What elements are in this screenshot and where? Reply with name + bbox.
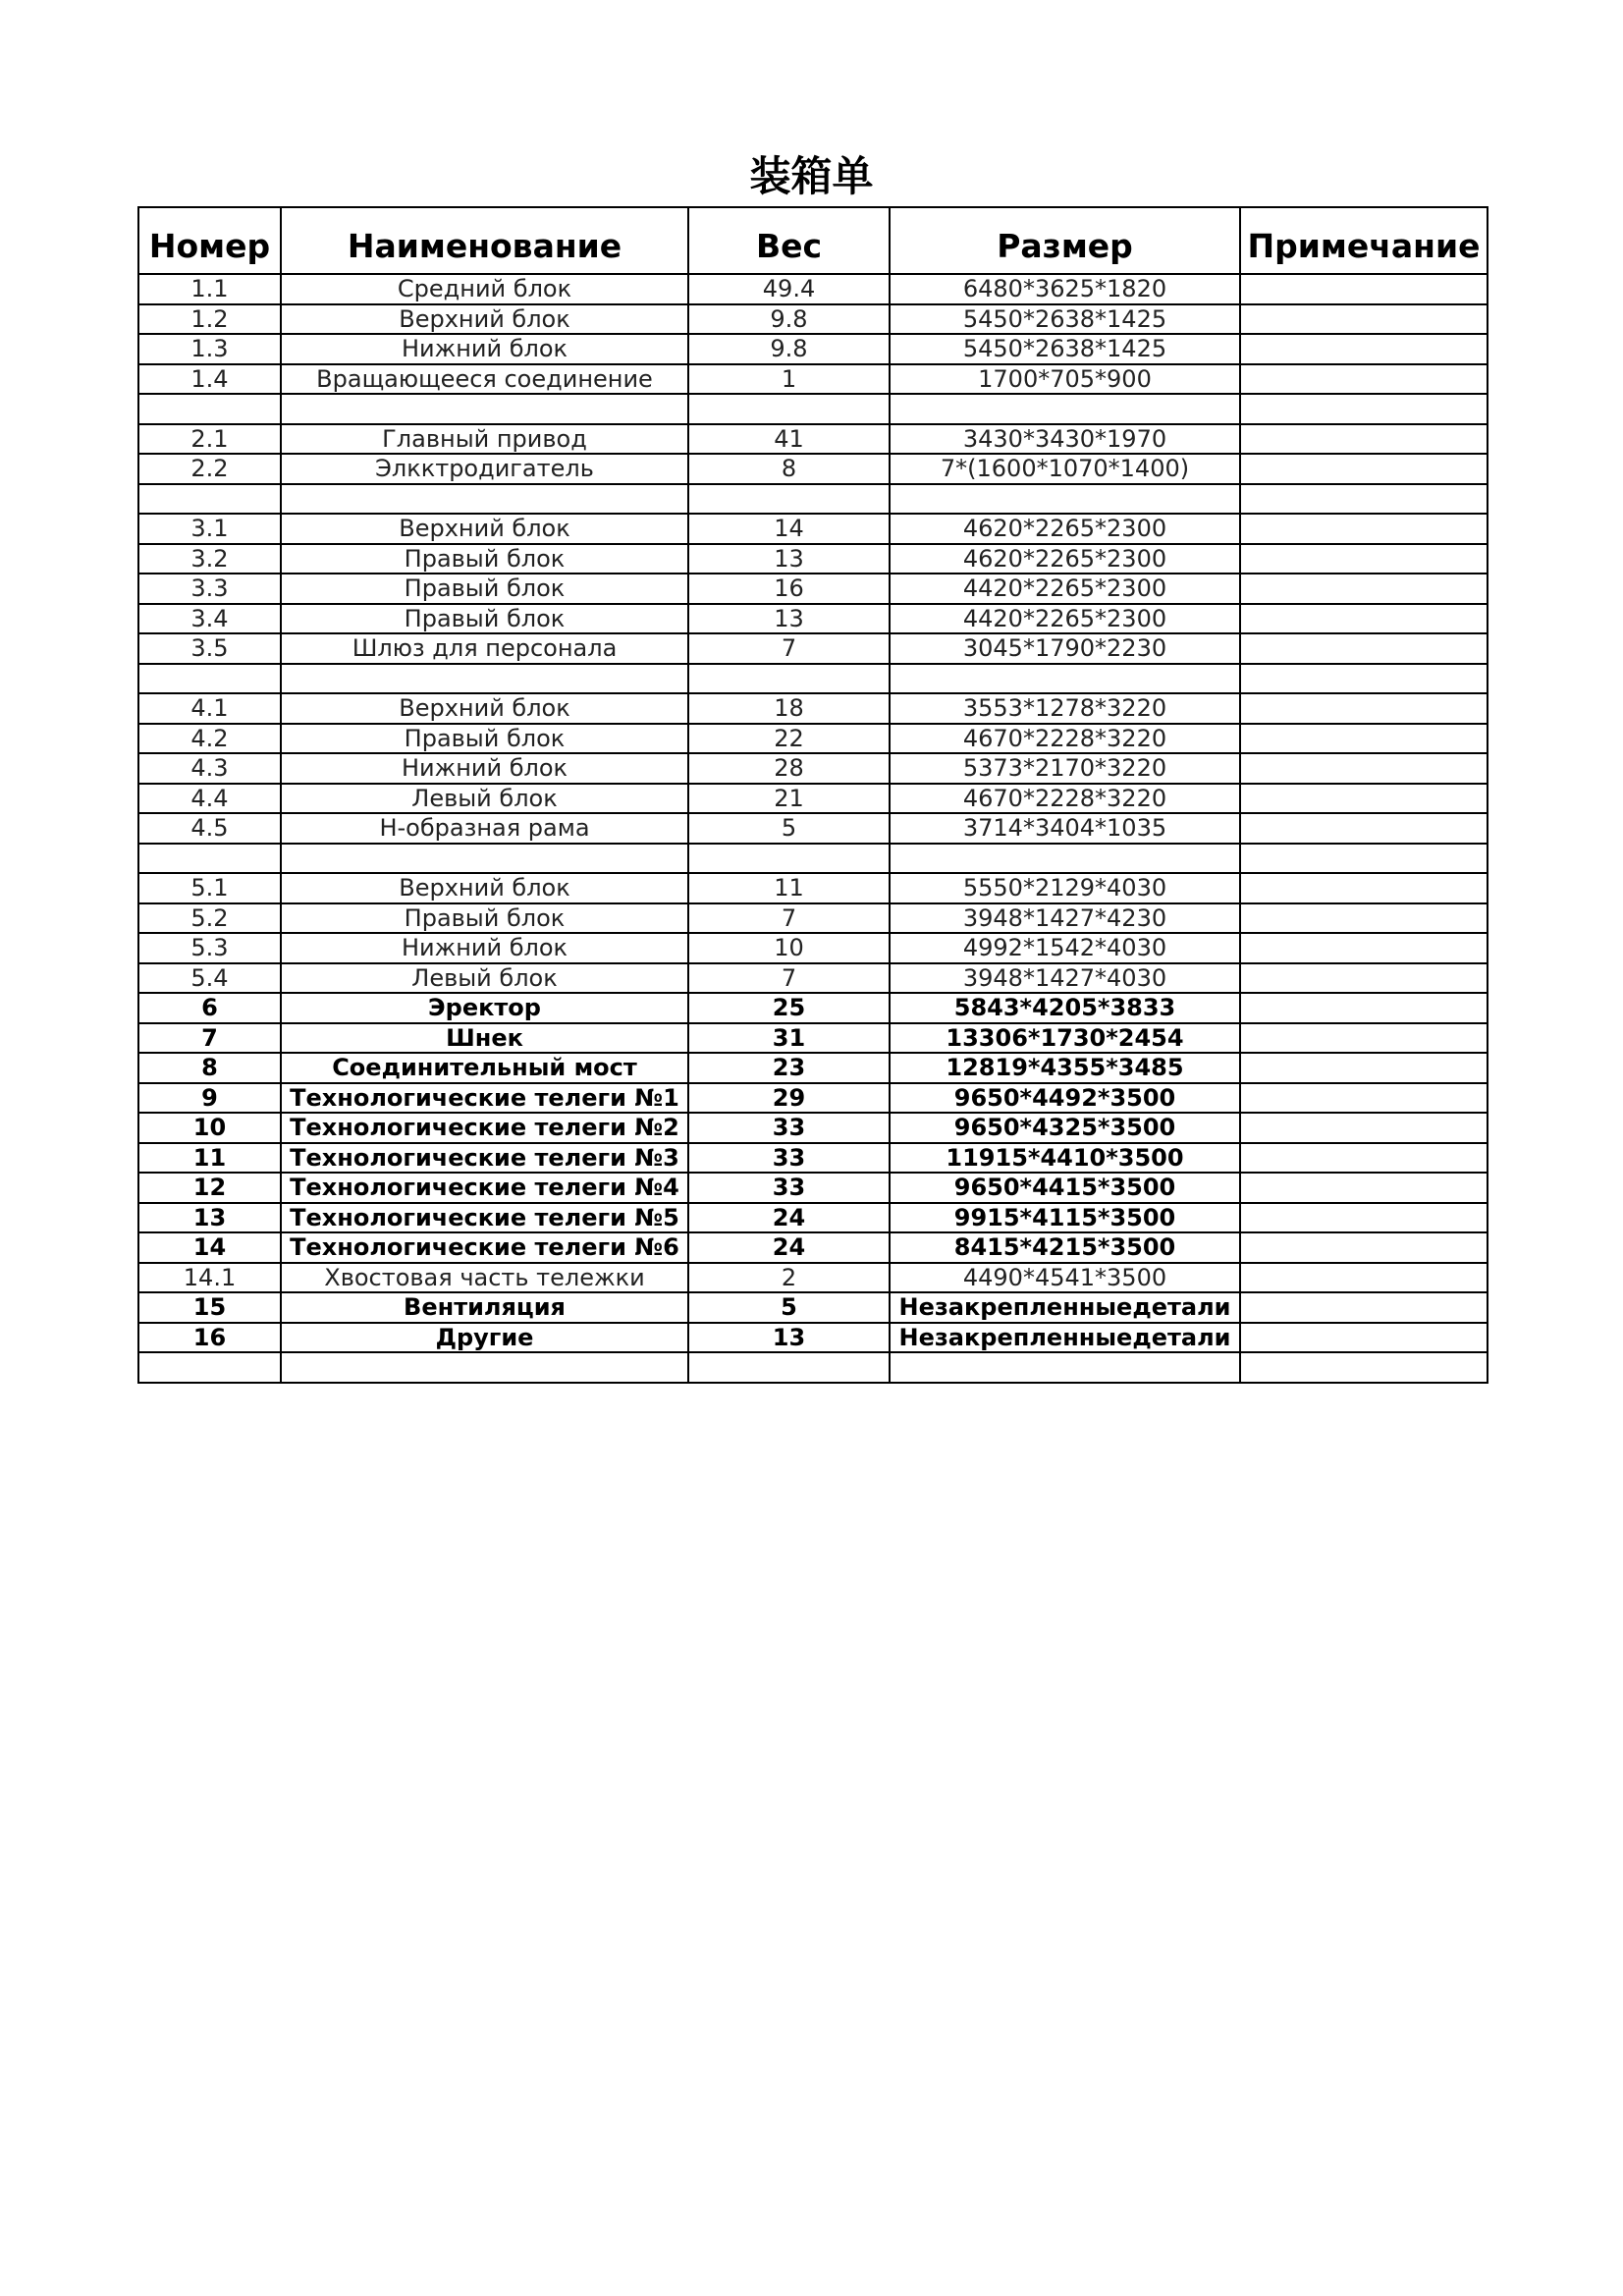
table-row [138,544,1488,574]
cell-size: 3430*3430*1970 [890,424,1240,455]
cell-number: 3.1 [138,514,281,544]
cell-name: Эректор [281,993,688,1023]
cell-note [1240,1053,1488,1083]
header-name: Наименование [281,207,688,274]
cell-size: 3553*1278*3220 [890,693,1240,724]
cell-name: Н-образная рама [281,813,688,844]
table-row [138,1113,1488,1143]
cell-name: Хвостовая часть тележки [281,1263,688,1293]
table-row [138,1083,1488,1114]
cell-note [1240,424,1488,455]
table-row [138,1292,1488,1323]
cell-size: 3948*1427*4230 [890,903,1240,934]
cell-weight: 29 [688,1083,890,1114]
cell-number: 2.2 [138,454,281,484]
table-row [138,844,1488,874]
cell-size [890,394,1240,424]
table-row [138,1053,1488,1083]
cell-number: 14 [138,1232,281,1263]
cell-note [1240,1263,1488,1293]
cell-note [1240,484,1488,515]
cell-number: 9 [138,1083,281,1114]
cell-number: 14.1 [138,1263,281,1293]
cell-size: 11915*4410*3500 [890,1143,1240,1174]
cell-size: 5843*4205*3833 [890,993,1240,1023]
cell-size [890,1352,1240,1383]
table-row [138,873,1488,903]
cell-name: Нижний блок [281,334,688,364]
cell-note [1240,1292,1488,1323]
page-title: 装箱单 [749,152,874,200]
table-row [138,784,1488,814]
cell-name [281,1352,688,1383]
table-row [138,1352,1488,1383]
cell-note [1240,454,1488,484]
cell-name [281,664,688,694]
header-size: Размер [890,207,1240,274]
cell-weight [688,844,890,874]
cell-note [1240,664,1488,694]
cell-number: 4.5 [138,813,281,844]
cell-weight: 21 [688,784,890,814]
cell-number [138,1352,281,1383]
cell-name [281,394,688,424]
cell-note [1240,693,1488,724]
cell-number: 6 [138,993,281,1023]
cell-size [890,844,1240,874]
table-row [138,604,1488,634]
cell-note [1240,1352,1488,1383]
cell-size: 4420*2265*2300 [890,604,1240,634]
cell-number: 1.4 [138,364,281,395]
cell-number: 1.3 [138,334,281,364]
cell-note [1240,574,1488,604]
cell-note [1240,274,1488,304]
cell-number: 2.1 [138,424,281,455]
cell-name: Вращающееся соединение [281,364,688,395]
table-row [138,753,1488,784]
cell-name: Верхний блок [281,873,688,903]
cell-name: Главный привод [281,424,688,455]
cell-name: Технологические телеги №3 [281,1143,688,1174]
cell-note [1240,633,1488,664]
table-row [138,1023,1488,1054]
cell-note [1240,334,1488,364]
cell-size: 5450*2638*1425 [890,334,1240,364]
cell-name: Верхний блок [281,304,688,335]
cell-name: Средний блок [281,274,688,304]
cell-number: 5.2 [138,903,281,934]
cell-weight: 25 [688,993,890,1023]
cell-weight: 11 [688,873,890,903]
table-row [138,664,1488,694]
cell-weight [688,484,890,515]
cell-size: 3948*1427*4030 [890,963,1240,994]
cell-note [1240,933,1488,963]
table-row [138,933,1488,963]
cell-note [1240,1023,1488,1054]
cell-number [138,844,281,874]
table-row [138,484,1488,515]
table-row [138,1263,1488,1293]
cell-number: 4.4 [138,784,281,814]
cell-size: 8415*4215*3500 [890,1232,1240,1263]
cell-size: 4992*1542*4030 [890,933,1240,963]
cell-weight [688,664,890,694]
cell-weight: 5 [688,813,890,844]
cell-name: Шлюз для персонала [281,633,688,664]
cell-size: 4620*2265*2300 [890,514,1240,544]
cell-size: 9650*4415*3500 [890,1173,1240,1203]
cell-weight: 24 [688,1232,890,1263]
cell-weight: 16 [688,574,890,604]
cell-number: 4.3 [138,753,281,784]
cell-size [890,484,1240,515]
cell-name: Вентиляция [281,1292,688,1323]
packing-list-table [137,206,1488,1384]
cell-number: 3.3 [138,574,281,604]
cell-weight [688,394,890,424]
cell-size: 7*(1600*1070*1400) [890,454,1240,484]
cell-number: 3.5 [138,633,281,664]
cell-name: Верхний блок [281,514,688,544]
table-row [138,633,1488,664]
table-row [138,574,1488,604]
cell-note [1240,604,1488,634]
cell-number: 4.2 [138,724,281,754]
cell-size: 4670*2228*3220 [890,784,1240,814]
cell-weight: 24 [688,1203,890,1233]
cell-weight: 22 [688,724,890,754]
cell-size: 4670*2228*3220 [890,724,1240,754]
cell-number [138,664,281,694]
cell-weight: 13 [688,604,890,634]
cell-note [1240,993,1488,1023]
cell-weight: 13 [688,1323,890,1353]
cell-note [1240,364,1488,395]
header-number: Номер [138,207,281,274]
cell-number: 8 [138,1053,281,1083]
cell-weight: 18 [688,693,890,724]
cell-name: Элкктродигатель [281,454,688,484]
table-header-row [138,207,1488,274]
cell-size: 4490*4541*3500 [890,1263,1240,1293]
cell-name: Правый блок [281,724,688,754]
cell-number: 5.3 [138,933,281,963]
cell-name: Технологические телеги №5 [281,1203,688,1233]
cell-name: Верхний блок [281,693,688,724]
cell-weight: 28 [688,753,890,784]
cell-size: 5550*2129*4030 [890,873,1240,903]
cell-name: Нижний блок [281,753,688,784]
cell-name: Правый блок [281,574,688,604]
cell-weight: 33 [688,1173,890,1203]
cell-name: Технологические телеги №6 [281,1232,688,1263]
cell-number: 5.1 [138,873,281,903]
cell-name: Технологические телеги №2 [281,1113,688,1143]
cell-number: 16 [138,1323,281,1353]
cell-number: 15 [138,1292,281,1323]
header-weight: Вес [688,207,890,274]
cell-size: Незакрепленныедетали [890,1323,1240,1353]
cell-note [1240,963,1488,994]
cell-weight: 41 [688,424,890,455]
table-row [138,394,1488,424]
table-row [138,1203,1488,1233]
table-row [138,454,1488,484]
cell-weight: 2 [688,1263,890,1293]
cell-note [1240,1323,1488,1353]
cell-number [138,394,281,424]
cell-name: Левый блок [281,963,688,994]
cell-size: 4620*2265*2300 [890,544,1240,574]
cell-name: Технологические телеги №1 [281,1083,688,1114]
cell-size: 4420*2265*2300 [890,574,1240,604]
cell-note [1240,753,1488,784]
cell-weight [688,1352,890,1383]
table-row [138,1323,1488,1353]
cell-size: 6480*3625*1820 [890,274,1240,304]
cell-size: 3045*1790*2230 [890,633,1240,664]
cell-weight: 8 [688,454,890,484]
cell-weight: 23 [688,1053,890,1083]
cell-size: 3714*3404*1035 [890,813,1240,844]
cell-weight: 31 [688,1023,890,1054]
table-row [138,903,1488,934]
cell-note [1240,844,1488,874]
cell-number: 7 [138,1023,281,1054]
table-row [138,514,1488,544]
cell-number: 3.2 [138,544,281,574]
cell-name: Левый блок [281,784,688,814]
cell-weight: 14 [688,514,890,544]
cell-size: 12819*4355*3485 [890,1053,1240,1083]
cell-note [1240,304,1488,335]
cell-name: Правый блок [281,604,688,634]
table-row [138,1173,1488,1203]
cell-name: Нижний блок [281,933,688,963]
cell-weight: 7 [688,633,890,664]
cell-note [1240,544,1488,574]
table-row [138,1232,1488,1263]
table-row [138,274,1488,304]
cell-size: 9650*4325*3500 [890,1113,1240,1143]
cell-number: 3.4 [138,604,281,634]
cell-number [138,484,281,515]
cell-size: 9650*4492*3500 [890,1083,1240,1114]
header-note: Примечание [1240,207,1488,274]
cell-note [1240,873,1488,903]
cell-weight: 33 [688,1113,890,1143]
cell-number: 10 [138,1113,281,1143]
table-row [138,813,1488,844]
table-row [138,724,1488,754]
cell-number: 12 [138,1173,281,1203]
cell-size: 1700*705*900 [890,364,1240,395]
cell-note [1240,1203,1488,1233]
cell-size: 5450*2638*1425 [890,304,1240,335]
cell-weight: 33 [688,1143,890,1174]
cell-name: Соединительный мост [281,1053,688,1083]
table-row [138,304,1488,335]
cell-size [890,664,1240,694]
cell-weight: 49.4 [688,274,890,304]
table-row [138,424,1488,455]
cell-note [1240,1173,1488,1203]
table-row [138,993,1488,1023]
cell-note [1240,1232,1488,1263]
cell-weight: 7 [688,963,890,994]
cell-note [1240,1083,1488,1114]
cell-name [281,484,688,515]
cell-name: Другие [281,1323,688,1353]
cell-note [1240,784,1488,814]
cell-number: 1.1 [138,274,281,304]
table-row [138,334,1488,364]
cell-number: 11 [138,1143,281,1174]
cell-note [1240,514,1488,544]
cell-size: 9915*4115*3500 [890,1203,1240,1233]
cell-number: 13 [138,1203,281,1233]
cell-weight: 1 [688,364,890,395]
cell-size: 13306*1730*2454 [890,1023,1240,1054]
cell-note [1240,724,1488,754]
cell-weight: 10 [688,933,890,963]
cell-note [1240,1143,1488,1174]
table-row [138,963,1488,994]
cell-weight: 13 [688,544,890,574]
cell-weight: 9.8 [688,334,890,364]
cell-name: Шнек [281,1023,688,1054]
cell-note [1240,1113,1488,1143]
cell-size: Незакрепленныедетали [890,1292,1240,1323]
cell-note [1240,813,1488,844]
table-row [138,1143,1488,1174]
cell-note [1240,903,1488,934]
cell-note [1240,394,1488,424]
cell-name [281,844,688,874]
cell-number: 1.2 [138,304,281,335]
cell-number: 5.4 [138,963,281,994]
cell-weight: 9.8 [688,304,890,335]
cell-size: 5373*2170*3220 [890,753,1240,784]
cell-number: 4.1 [138,693,281,724]
cell-weight: 5 [688,1292,890,1323]
cell-name: Правый блок [281,544,688,574]
cell-name: Правый блок [281,903,688,934]
cell-weight: 7 [688,903,890,934]
table-row [138,364,1488,395]
table-body [138,274,1488,1383]
cell-name: Технологические телеги №4 [281,1173,688,1203]
table-row [138,693,1488,724]
